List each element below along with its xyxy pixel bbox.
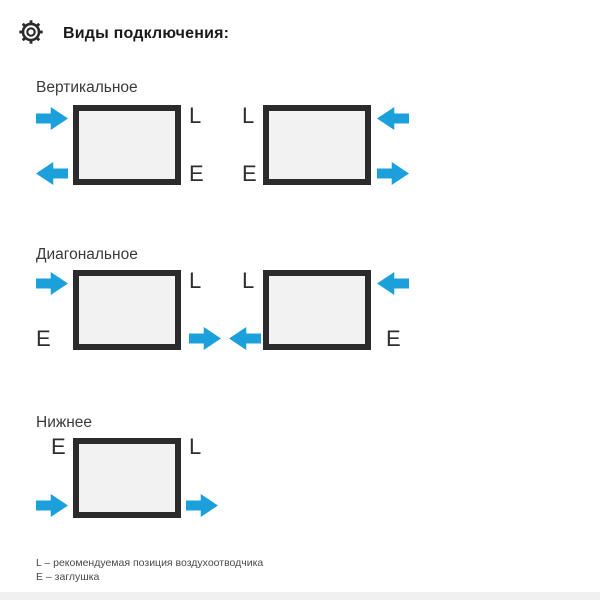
connection-label-l: L [189, 103, 202, 128]
connection-label-l: L [242, 103, 255, 128]
flow-arrow-left-icon [377, 272, 409, 295]
flow-arrow-right-icon [36, 272, 68, 295]
connection-label-l: L [189, 434, 202, 459]
connection-label-e: E [51, 434, 66, 459]
radiator-body [263, 270, 371, 350]
flow-arrow-left-icon [377, 107, 409, 130]
section-title-bottom: Нижнее [36, 414, 93, 431]
connection-label-l: L [242, 268, 255, 293]
flow-arrow-right-icon [189, 327, 221, 350]
section-title-diagonal: Диагональное [36, 246, 138, 263]
radiator-body [73, 105, 181, 185]
flow-arrow-right-icon [377, 162, 409, 185]
connection-label-e: E [36, 326, 51, 351]
connection-label-e: E [386, 326, 401, 351]
connection-label-l: L [189, 268, 202, 293]
flow-arrow-left-icon [36, 162, 68, 185]
legend-line-l: L – рекомендуемая позиция воздухоотводчика [36, 557, 264, 569]
connection-label-e: E [189, 161, 204, 186]
radiator-body [73, 270, 181, 350]
radiator-body [263, 105, 371, 185]
section-title-vertical: Вертикальное [36, 79, 138, 96]
flow-arrow-right-icon [36, 107, 68, 130]
legend-line-e: E – заглушка [36, 571, 100, 583]
page-title: Виды подключения: [63, 25, 230, 42]
gear-icon [18, 19, 44, 45]
flow-arrow-left-icon [229, 327, 261, 350]
flow-arrow-right-icon [186, 494, 218, 517]
radiator-body [73, 438, 181, 518]
flow-arrow-right-icon [36, 494, 68, 517]
legend [36, 556, 263, 584]
connection-label-e: E [242, 161, 257, 186]
bottom-edge-band [0, 592, 600, 600]
